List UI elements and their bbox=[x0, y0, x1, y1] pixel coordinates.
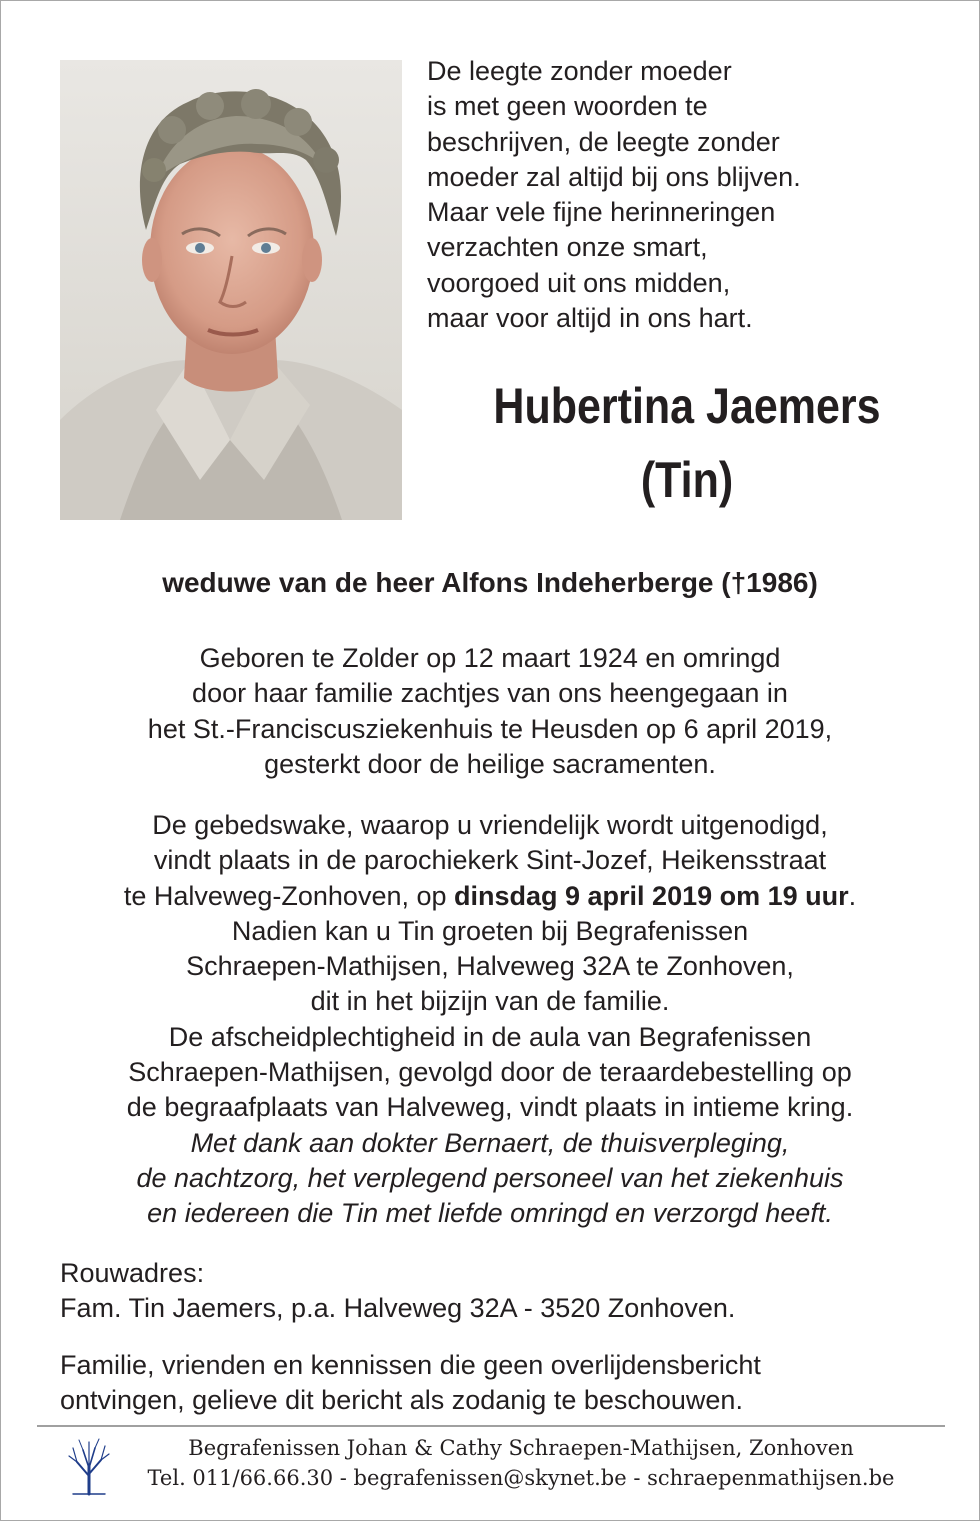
ceremony-date-prefix: te Halveweg-Zonhoven, op bbox=[123, 880, 455, 911]
poem-line: moeder zal altijd bij ons blijven. bbox=[427, 161, 801, 192]
ceremony-date: dinsdag 9 april 2019 om 19 uur bbox=[454, 880, 849, 911]
poem-line: maar voor altijd in ons hart. bbox=[427, 303, 753, 334]
ceremony-line: Nadien kan u Tin groeten bij Begrafenissen bbox=[231, 915, 749, 946]
birth-line: Geboren te Zolder op 12 maart 1924 en omringd bbox=[199, 643, 781, 673]
thanks-line: de nachtzorg, het verplegend personeel van het ziekenhuis bbox=[136, 1162, 844, 1193]
mourning-address bbox=[60, 1256, 960, 1327]
ceremony-line-date bbox=[1, 879, 979, 914]
poem-line: beschrijven, de leegte zonder bbox=[427, 126, 780, 157]
ceremony-line: de begraafplaats van Halveweg, vindt plaats in intieme kring. bbox=[126, 1092, 854, 1123]
footer-contact: Tel. 011/66.66.30 - begrafenissen@skynet.be - schraepenmathijsen.be bbox=[147, 1466, 895, 1490]
tree-logo-icon bbox=[63, 1436, 115, 1496]
notice-line: ontvingen, gelieve dit bericht als zodanig te beschouwen. bbox=[60, 1385, 743, 1416]
ceremony-line: De gebedswake, waarop u vriendelijk wordt uitgenodigd, bbox=[152, 810, 828, 840]
deceased-name: Hubertina Jaemers bbox=[493, 378, 881, 434]
ceremony-line: vindt plaats in de parochiekerk Sint-Jozef, Heikensstraat bbox=[153, 845, 827, 876]
birth-line: door haar familie zachtjes van ons heengegaan in bbox=[192, 678, 788, 709]
ceremony-paragraph bbox=[1, 808, 979, 1232]
ceremony-line: Schraepen-Mathijsen, Halveweg 32A te Zonhoven, bbox=[186, 951, 794, 982]
poem-line: De leegte zonder moeder bbox=[427, 56, 732, 86]
thanks-line: Met dank aan dokter Bernaert, de thuisverpleging, bbox=[190, 1127, 790, 1158]
thanks-line: en iedereen die Tin met liefde omringd en verzorgd heeft. bbox=[147, 1198, 833, 1229]
birth-line: het St.-Franciscusziekenhuis te Heusden op 6 april 2019, bbox=[147, 713, 833, 744]
ceremony-line: De afscheidplechtigheid in de aula van Begrafenissen bbox=[168, 1021, 812, 1052]
birth-paragraph bbox=[1, 641, 979, 782]
ceremony-line: dit in het bijzijn van de familie. bbox=[310, 986, 670, 1017]
address-value: Fam. Tin Jaemers, p.a. Halveweg 32A - 3520 Zonhoven. bbox=[60, 1293, 736, 1324]
footer-divider bbox=[37, 1425, 945, 1427]
deceased-name-block bbox=[457, 369, 918, 517]
poem bbox=[427, 54, 967, 336]
notice-paragraph bbox=[60, 1348, 960, 1419]
poem-line: verzachten onze smart, bbox=[427, 232, 708, 263]
address-label: Rouwadres: bbox=[60, 1258, 205, 1288]
birth-line: gesterkt door de heilige sacramenten. bbox=[264, 748, 716, 779]
notice-line: Familie, vrienden en kennissen die geen overlijdensbericht bbox=[60, 1350, 761, 1380]
ceremony-line: Schraepen-Mathijsen, gevolgd door de teraardebestelling op bbox=[128, 1057, 852, 1088]
portrait-photo bbox=[60, 60, 402, 520]
ceremony-date-suffix: . bbox=[848, 880, 857, 911]
footer bbox=[121, 1433, 921, 1493]
footer-company: Begrafenissen Johan & Cathy Schraepen-Mathijsen, Zonhoven bbox=[188, 1436, 854, 1460]
deceased-nickname: (Tin) bbox=[640, 452, 734, 508]
portrait-illustration bbox=[60, 60, 402, 520]
poem-line: voorgoed uit ons midden, bbox=[427, 267, 731, 298]
poem-line: is met geen woorden te bbox=[427, 91, 708, 122]
poem-line: Maar vele fijne herinneringen bbox=[427, 197, 776, 228]
widow-of: weduwe van de heer Alfons Indeherberge (†1986) bbox=[162, 567, 818, 598]
